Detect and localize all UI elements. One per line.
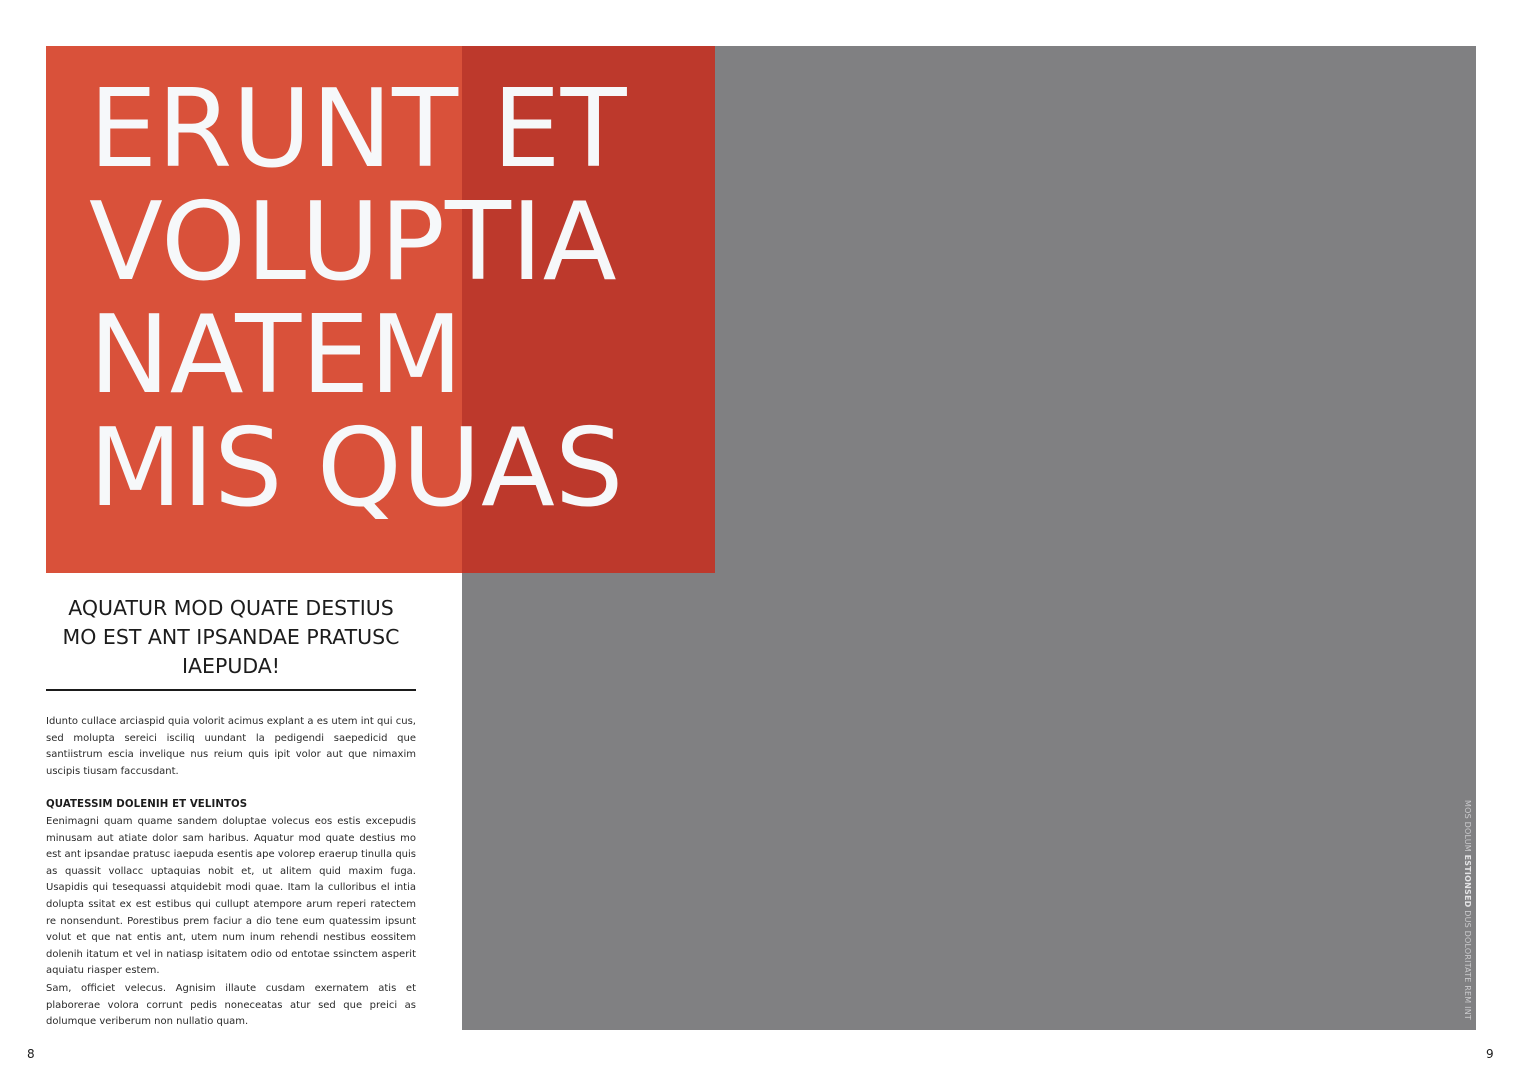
intro-paragraph: Idunto cullace arciaspid quia volorit acimus explant a es utem int qui cus, sed molupta sereici isciliq uundant la pedigendi saepedicid que santiistrum escia invelique nus reium quis ipit volor aut que nimaxim uscipis tiusam faccusdant. [46,716,416,777]
page-number-right: 9 [1486,1047,1494,1061]
headline-line-1: ERUNT ET [89,67,627,192]
headline-line-4: MIS QUAS [89,406,624,531]
subtitle-line-1: AQUATUR MOD QUATE DESTIUS [68,596,394,620]
subtitle-line-2: MO EST ANT IPSANDAE PRATUSC [62,625,400,649]
subtitle [46,594,416,681]
headline-line-2: VOLUPTIA [89,180,617,305]
section-paragraph: Eenimagni quam quame sandem doluptae volecus eos estis excepudis minusam aut atiate dolor sam haribus. Aquatur mod quate destius mo est ant ipsandae pratusc iaepuda esentis ape volorep eraerup tinulla quis as quassit vollacc uptaquias nobit et, ut alitem quid maxim fuga. Usapidis qui tesequassi atquidebit modi quae. Itam la culloribus el intia dolupta ssitat ex est estibus qui cullupt atempore arum reperi ratectem re nonsendunt. Porestibus prem faciur a dio tene eum quatessim ipsunt volut et que nat entis ant, utem num inum rehendi nestibus eossitem dolenih itatum et vel in natiasp isitatem odio od entotae ssinctem asperit aquiatu riasper estem. [46,816,416,977]
title-block [46,46,715,573]
section-heading: QUATESSIM DOLENIH ET VELINTOS [46,799,248,810]
photo-credit-caption [1462,800,1472,1020]
subtitle-line-3: IAEPUDA! [181,654,281,678]
closing-paragraph: Sam, officiet velecus. Agnisim illaute cusdam exernatem atis et plaborerae volora corrunt pedis noneceatas atur sed que preici as dolumque veriberum non nullatio quam. [46,983,416,1028]
caption-part-3: DUS DOLORITATE REM INT [1463,907,1472,1020]
headline [89,67,627,531]
caption-part-2: ESTIONSED [1463,854,1472,908]
headline-line-3: NATEM [89,293,463,418]
caption-part-1: MOS DOLUM [1463,800,1472,855]
page-number-left: 8 [27,1047,35,1061]
divider-rule [46,689,416,691]
